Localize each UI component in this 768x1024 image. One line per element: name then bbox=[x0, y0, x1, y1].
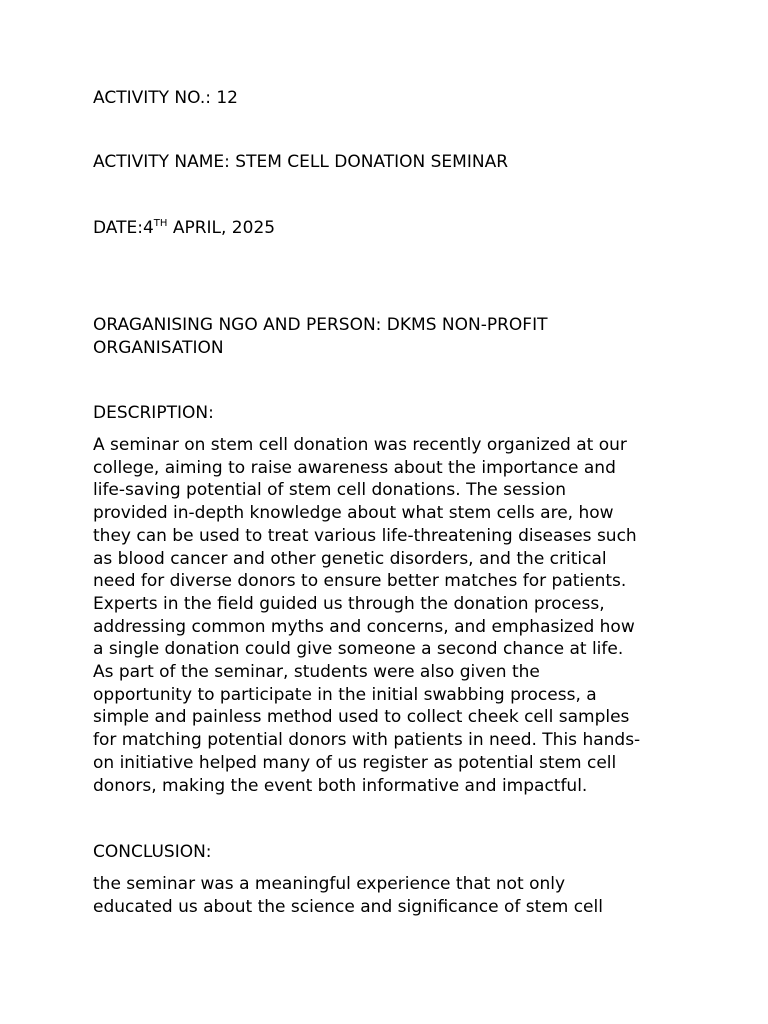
organiser-line: ORAGANISING NGO AND PERSON: DKMS NON-PROFIT bbox=[93, 315, 548, 335]
description-line: they can be used to treat various life-threatening diseases such bbox=[93, 525, 637, 546]
organiser-line: ORGANISATION bbox=[93, 337, 224, 358]
description-line: for matching potential donors with patients in need. This hands- bbox=[93, 730, 641, 751]
conclusion-line: educated us about the science and significance of stem cell bbox=[93, 896, 603, 917]
activity-date bbox=[93, 217, 275, 243]
description-line: opportunity to participate in the initial swabbing process, a bbox=[93, 684, 597, 705]
description-line: life-saving potential of stem cell donations. The session bbox=[93, 480, 567, 501]
description-paragraph bbox=[93, 434, 693, 797]
description-line: on initiative helped many of us register as potential stem cell bbox=[93, 752, 617, 773]
description-line: simple and painless method used to collect cheek cell samples bbox=[93, 707, 630, 728]
description-line: As part of the seminar, students were also given the bbox=[93, 662, 540, 683]
activity-number: ACTIVITY NO.: 12 bbox=[93, 88, 238, 108]
conclusion-heading: CONCLUSION: bbox=[93, 842, 212, 862]
description-line: provided in-depth knowledge about what stem cells are, how bbox=[93, 503, 614, 524]
description-line: as blood cancer and other genetic disorders, and the critical bbox=[93, 548, 607, 569]
conclusion-line: the seminar was a meaningful experience that not only bbox=[93, 874, 566, 894]
date-suffix: APRIL, 2025 bbox=[167, 218, 276, 238]
description-line: college, aiming to raise awareness about the importance and bbox=[93, 457, 616, 478]
description-heading: DESCRIPTION: bbox=[93, 403, 214, 423]
description-line: need for diverse donors to ensure better matches for patients. bbox=[93, 571, 627, 592]
description-line: donors, making the event both informative and impactful. bbox=[93, 775, 588, 796]
date-prefix: DATE:4 bbox=[93, 218, 154, 238]
description-line: addressing common myths and concerns, and emphasized how bbox=[93, 616, 635, 637]
description-line: a single donation could give someone a second chance at life. bbox=[93, 639, 624, 660]
activity-name: ACTIVITY NAME: STEM CELL DONATION SEMINAR bbox=[93, 152, 509, 172]
date-superscript: TH bbox=[153, 218, 168, 229]
organiser-block bbox=[93, 314, 693, 359]
description-line: Experts in the field guided us through the donation process, bbox=[93, 593, 605, 614]
description-line: A seminar on stem cell donation was recently organized at our bbox=[93, 435, 627, 455]
conclusion-paragraph bbox=[93, 873, 693, 918]
